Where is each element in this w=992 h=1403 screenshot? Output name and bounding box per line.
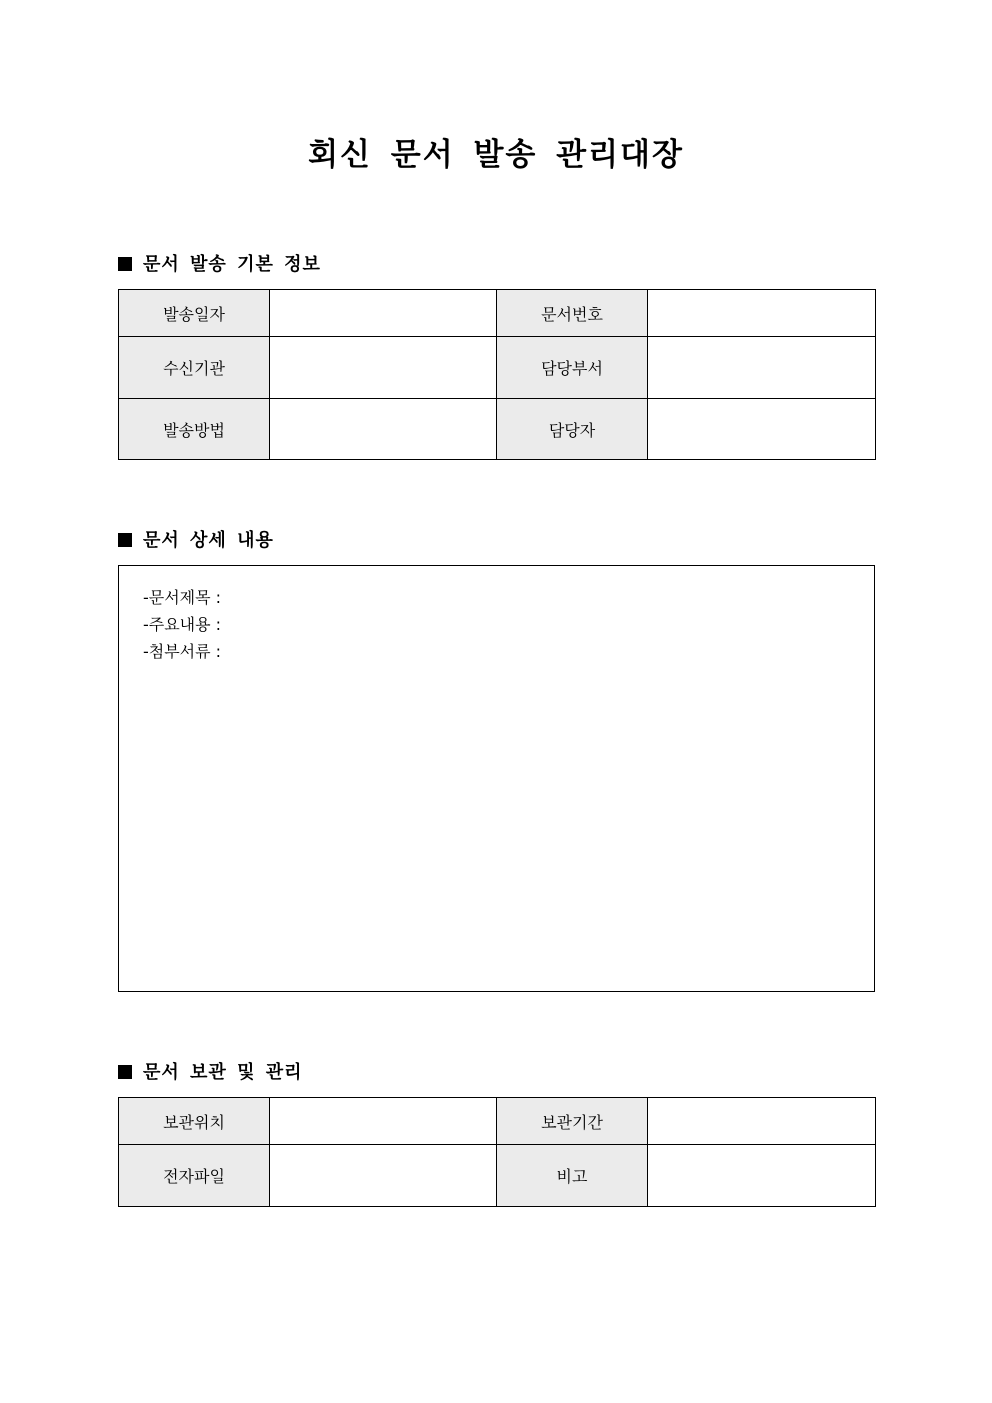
storage-table — [118, 1097, 876, 1207]
department-field[interactable] — [648, 337, 876, 399]
table-row — [119, 290, 876, 337]
table-row — [119, 399, 876, 460]
label-person-in-charge: 담당자 — [497, 399, 648, 460]
label-department: 담당부서 — [497, 337, 648, 399]
section-heading-basic-info — [118, 253, 321, 277]
label-send-method: 발송방법 — [119, 399, 270, 460]
section-heading-details — [118, 529, 274, 553]
retention-period-field[interactable] — [648, 1098, 876, 1145]
details-lines — [143, 584, 221, 665]
label-remarks: 비고 — [497, 1145, 648, 1207]
table-row — [119, 1098, 876, 1145]
section-heading-label: 문서 발송 기본 정보 — [143, 254, 321, 275]
section-heading-storage — [118, 1061, 303, 1085]
send-method-field[interactable] — [270, 399, 497, 460]
square-bullet-icon — [118, 533, 132, 547]
label-storage-location: 보관위치 — [119, 1098, 270, 1145]
square-bullet-icon — [118, 1065, 132, 1079]
remarks-field[interactable] — [648, 1145, 876, 1207]
details-content-box[interactable] — [118, 565, 875, 992]
recipient-org-field[interactable] — [270, 337, 497, 399]
send-date-field[interactable] — [270, 290, 497, 337]
label-send-date: 발송일자 — [119, 290, 270, 337]
label-recipient-org: 수신기관 — [119, 337, 270, 399]
page-title: 회신 문서 발송 관리대장 — [308, 137, 684, 173]
square-bullet-icon — [118, 257, 132, 271]
table-row — [119, 337, 876, 399]
storage-location-field[interactable] — [270, 1098, 497, 1145]
table-row — [119, 1145, 876, 1207]
label-retention-period: 보관기간 — [497, 1098, 648, 1145]
electronic-file-field[interactable] — [270, 1145, 497, 1207]
person-in-charge-field[interactable] — [648, 399, 876, 460]
doc-number-field[interactable] — [648, 290, 876, 337]
basic-info-table — [118, 289, 876, 460]
section-heading-label: 문서 상세 내용 — [143, 530, 274, 551]
detail-line-title: -문서제목 : — [143, 588, 222, 607]
label-electronic-file: 전자파일 — [119, 1145, 270, 1207]
label-doc-number: 문서번호 — [497, 290, 648, 337]
detail-line-attachments: -첨부서류 : — [143, 642, 222, 661]
detail-line-main-content: -주요내용 : — [143, 615, 222, 634]
section-heading-label: 문서 보관 및 관리 — [143, 1062, 303, 1083]
